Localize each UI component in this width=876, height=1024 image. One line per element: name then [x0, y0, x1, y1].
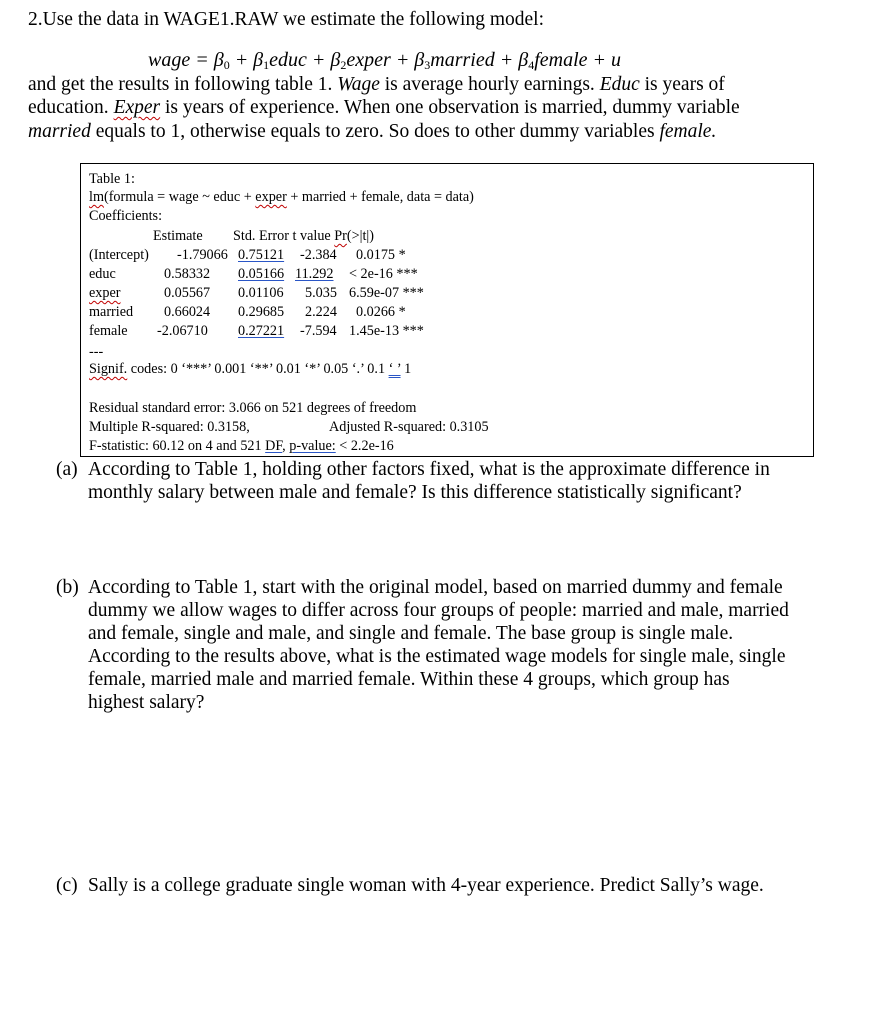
question-b-line: female, married male and married female. Within these 4 groups, which group has	[88, 669, 730, 690]
row-tval: -2.384	[300, 247, 337, 263]
row-estimate: 0.05567	[164, 285, 211, 301]
row-pval: < 2e-16 ***	[349, 266, 418, 282]
row-tval: 2.224	[305, 304, 337, 320]
header-stderr-tval: Std. Error t value	[233, 228, 335, 244]
eq-sub-0: 0	[223, 58, 230, 72]
row-name: female	[89, 323, 128, 339]
problem-heading: 2.Use the data in WAGE1.RAW we estimate the following model:	[28, 9, 544, 30]
question-a-line: According to Table 1, holding other factors fixed, what is the approximate difference in	[88, 459, 770, 480]
row-tval: -7.594	[300, 323, 337, 339]
intro-text: equals to 1, otherwise equals to zero. So does to other dummy variables	[90, 121, 660, 142]
eq-sub-2: 2	[340, 58, 347, 72]
row-name: educ	[89, 266, 116, 282]
header-pr: Pr	[334, 228, 347, 244]
intro-text: is years of	[639, 74, 725, 95]
header-rest	[233, 228, 374, 245]
model-equation: wage = $\beta_0$ + $\beta_1educ$ + $\beta_2exper$ + $\beta_3married$ + $\beta_4female + u$	[148, 49, 622, 72]
question-b-line: According to the results above, what is the estimated wage models for single male, single	[88, 646, 786, 667]
f-statistic	[89, 438, 394, 455]
row-pval: 0.0266 *	[356, 304, 406, 320]
eq-var-error: u	[611, 49, 622, 71]
intro-line-3	[28, 120, 716, 143]
intro-text: is years of experience. When one observation is married, dummy variable	[160, 97, 740, 118]
row-estimate: 0.66024	[164, 304, 211, 320]
fstat-sep: ,	[282, 438, 290, 454]
intro-text: is average hourly earnings.	[379, 74, 600, 95]
row-estimate: -2.06710	[157, 323, 208, 339]
row-estimate: 0.58332	[164, 266, 211, 282]
question-c-label: (c)	[56, 875, 78, 896]
row-pval: 0.0175 *	[356, 247, 406, 263]
row-stderr: 0.29685	[238, 304, 285, 320]
call-exper: exper	[255, 189, 287, 205]
question-b-line: highest salary?	[88, 692, 205, 713]
eq-sub-4: 4	[528, 58, 535, 72]
signif-blank-quote: ‘ ’	[388, 361, 401, 377]
eq-sub-3: 3	[424, 58, 431, 72]
eq-sub-1: 1	[263, 58, 270, 72]
signif-label: Signif.	[89, 361, 128, 377]
intro-text: and get the results in following table 1.	[28, 74, 338, 95]
table-call	[89, 189, 474, 206]
signif-text: codes: 0 ‘***’ 0.001 ‘**’ 0.01 ‘*’ 0.05 ‘.’ 0.1	[127, 361, 389, 377]
call-lm: lm	[89, 189, 104, 205]
row-name: (Intercept)	[89, 247, 149, 263]
regression-table	[80, 163, 814, 457]
row-stderr: 0.01106	[238, 285, 284, 301]
adjusted-r-squared: Adjusted R-squared: 0.3105	[329, 419, 489, 435]
coefficients-title: Coefficients:	[89, 208, 163, 224]
header-pr-suffix: (>|t|)	[346, 228, 374, 244]
equation-lhs: wage	[148, 49, 191, 71]
intro-term-exper: Exper	[113, 97, 161, 118]
fstat-pvalue-label: p-value:	[289, 438, 336, 454]
intro-text: education.	[28, 97, 114, 118]
question-b-line: According to Table 1, start with the original model, based on married dummy and female	[88, 577, 783, 598]
row-stderr: 0.27221	[238, 323, 285, 339]
row-name: exper	[89, 285, 121, 301]
eq-var-educ: educ	[269, 49, 307, 71]
row-estimate: -1.79066	[177, 247, 228, 263]
row-stderr: 0.75121	[238, 247, 285, 263]
table-title: Table 1:	[89, 171, 135, 187]
row-tval: 5.035	[305, 285, 337, 301]
question-c-line: Sally is a college graduate single woman with 4-year experience. Predict Sally’s wage.	[88, 875, 764, 896]
fstat-df: DF	[265, 438, 283, 454]
table-separator: ---	[89, 344, 104, 360]
eq-var-married: married	[430, 49, 495, 71]
signif-codes	[89, 361, 411, 378]
question-b-line: and female, single and male, and single and female. The base group is single male.	[88, 623, 734, 644]
signif-end: 1	[400, 361, 412, 377]
row-pval: 1.45e-13 ***	[349, 323, 424, 339]
row-stderr: 0.05166	[238, 266, 285, 282]
intro-term-female: female.	[659, 121, 717, 142]
question-b-line: dummy we allow wages to differ across four groups of people: married and male, married	[88, 600, 789, 621]
question-b-label: (b)	[56, 577, 79, 598]
fstat-pvalue: < 2.2e-16	[335, 438, 394, 454]
header-estimate: Estimate	[153, 228, 203, 244]
fstat-text: F-statistic: 60.12 on 4 and 521	[89, 438, 266, 454]
row-pval: 6.59e-07 ***	[349, 285, 424, 301]
intro-term-educ: Educ	[599, 74, 640, 95]
row-name: married	[89, 304, 134, 320]
row-tval: 11.292	[295, 266, 334, 282]
intro-line-2	[28, 96, 740, 119]
eq-var-exper: exper	[346, 49, 391, 71]
call-text: + married + female, data = data)	[286, 189, 474, 205]
residual-se: Residual standard error: 3.066 on 521 degrees of freedom	[89, 400, 417, 416]
question-a-label: (a)	[56, 459, 78, 480]
intro-term-wage: Wage	[337, 74, 380, 95]
intro-line-1	[28, 73, 725, 96]
eq-var-female: female	[534, 49, 588, 71]
multiple-r-squared: Multiple R-squared: 0.3158,	[89, 419, 250, 435]
intro-term-married: married	[28, 121, 91, 142]
question-a-line: monthly salary between male and female? Is this difference statistically significant?	[88, 482, 742, 503]
call-text: (formula = wage ~ educ +	[103, 189, 256, 205]
